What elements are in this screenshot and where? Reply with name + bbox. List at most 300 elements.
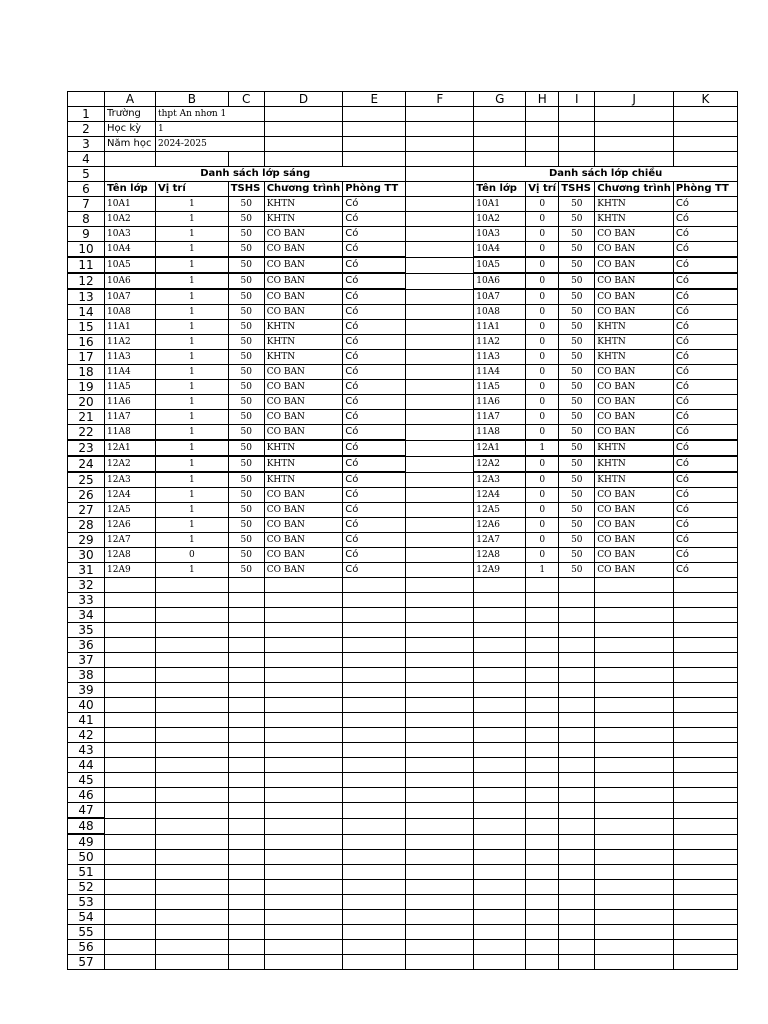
cell[interactable] (474, 107, 526, 122)
cell[interactable] (105, 895, 156, 910)
morning-cell[interactable]: 50 (228, 472, 264, 488)
afternoon-cell[interactable]: Có (673, 410, 737, 425)
cell[interactable] (406, 305, 474, 320)
cell[interactable] (474, 955, 526, 970)
cell[interactable] (264, 137, 343, 152)
cell[interactable] (264, 910, 343, 925)
cell[interactable] (105, 653, 156, 668)
cell[interactable] (673, 834, 737, 850)
cell[interactable] (474, 803, 526, 819)
cell[interactable] (595, 758, 674, 773)
morning-cell[interactable]: CO BAN (264, 227, 343, 242)
afternoon-cell[interactable]: Có (673, 305, 737, 320)
afternoon-cell[interactable]: 50 (559, 289, 595, 305)
cell[interactable] (343, 925, 406, 940)
cell[interactable] (526, 895, 559, 910)
row-header[interactable]: 20 (68, 395, 105, 410)
cell[interactable] (343, 803, 406, 819)
row-header[interactable]: 48 (68, 818, 105, 834)
afternoon-cell[interactable]: Có (673, 335, 737, 350)
cell[interactable] (264, 803, 343, 819)
cell[interactable] (559, 743, 595, 758)
row-header[interactable]: 54 (68, 910, 105, 925)
cell[interactable] (406, 668, 474, 683)
morning-cell[interactable]: 50 (228, 335, 264, 350)
column-header[interactable]: F (406, 92, 474, 107)
cell[interactable] (343, 623, 406, 638)
cell[interactable] (526, 773, 559, 788)
cell[interactable] (406, 257, 474, 273)
morning-cell[interactable]: 12A9 (105, 563, 156, 578)
row-header[interactable]: 35 (68, 623, 105, 638)
morning-cell[interactable]: Có (343, 518, 406, 533)
cell[interactable] (105, 955, 156, 970)
afternoon-cell[interactable]: Có (673, 380, 737, 395)
cell[interactable] (406, 227, 474, 242)
cell[interactable] (228, 593, 264, 608)
morning-cell[interactable]: 12A2 (105, 456, 156, 472)
info-value[interactable]: 2024-2025 (156, 137, 229, 152)
cell[interactable] (228, 608, 264, 623)
cell[interactable] (406, 653, 474, 668)
afternoon-cell[interactable]: 50 (559, 257, 595, 273)
cell[interactable] (406, 167, 474, 182)
cell[interactable] (406, 425, 474, 441)
afternoon-cell[interactable]: 1 (526, 563, 559, 578)
cell[interactable] (474, 910, 526, 925)
row-header[interactable]: 14 (68, 305, 105, 320)
afternoon-cell[interactable]: 0 (526, 518, 559, 533)
row-header[interactable]: 6 (68, 182, 105, 197)
cell[interactable] (228, 152, 264, 167)
afternoon-cell[interactable]: 10A8 (474, 305, 526, 320)
afternoon-cell[interactable]: 50 (559, 227, 595, 242)
column-title[interactable]: Phòng TT (343, 182, 406, 197)
cell[interactable] (228, 788, 264, 803)
cell[interactable] (406, 289, 474, 305)
row-header[interactable]: 47 (68, 803, 105, 819)
cell[interactable] (105, 925, 156, 940)
cell[interactable] (105, 698, 156, 713)
afternoon-cell[interactable]: 12A8 (474, 548, 526, 563)
afternoon-cell[interactable]: CO BAN (595, 257, 674, 273)
row-header[interactable]: 9 (68, 227, 105, 242)
row-header[interactable]: 33 (68, 593, 105, 608)
cell[interactable] (406, 803, 474, 819)
cell[interactable] (156, 668, 229, 683)
cell[interactable] (595, 910, 674, 925)
cell[interactable] (474, 653, 526, 668)
info-label[interactable]: Năm học (105, 137, 156, 152)
cell[interactable] (156, 623, 229, 638)
cell[interactable] (526, 668, 559, 683)
cell[interactable] (673, 850, 737, 865)
cell[interactable] (595, 940, 674, 955)
cell[interactable] (474, 608, 526, 623)
afternoon-cell[interactable]: Có (673, 365, 737, 380)
cell[interactable] (673, 818, 737, 834)
morning-cell[interactable]: 1 (156, 410, 229, 425)
morning-cell[interactable]: 1 (156, 197, 229, 212)
row-header[interactable]: 19 (68, 380, 105, 395)
row-header[interactable]: 4 (68, 152, 105, 167)
morning-cell[interactable]: CO BAN (264, 257, 343, 273)
morning-cell[interactable]: 50 (228, 563, 264, 578)
cell[interactable] (406, 440, 474, 456)
cell[interactable] (559, 925, 595, 940)
cell[interactable] (264, 623, 343, 638)
afternoon-cell[interactable]: 50 (559, 472, 595, 488)
cell[interactable] (406, 713, 474, 728)
morning-cell[interactable]: 50 (228, 395, 264, 410)
afternoon-cell[interactable]: 50 (559, 503, 595, 518)
row-header[interactable]: 52 (68, 880, 105, 895)
afternoon-cell[interactable]: 0 (526, 533, 559, 548)
morning-cell[interactable]: CO BAN (264, 563, 343, 578)
cell[interactable] (343, 773, 406, 788)
cell[interactable] (228, 758, 264, 773)
morning-cell[interactable]: 1 (156, 227, 229, 242)
morning-cell[interactable]: CO BAN (264, 305, 343, 320)
afternoon-cell[interactable]: 50 (559, 273, 595, 289)
afternoon-cell[interactable]: 0 (526, 365, 559, 380)
cell[interactable] (343, 683, 406, 698)
morning-cell[interactable]: 50 (228, 380, 264, 395)
morning-cell[interactable]: 10A1 (105, 197, 156, 212)
cell[interactable] (406, 380, 474, 395)
morning-cell[interactable]: KHTN (264, 212, 343, 227)
morning-cell[interactable]: 50 (228, 410, 264, 425)
cell[interactable] (559, 668, 595, 683)
column-header[interactable]: H (526, 92, 559, 107)
cell[interactable] (406, 910, 474, 925)
afternoon-cell[interactable]: KHTN (595, 320, 674, 335)
afternoon-cell[interactable]: CO BAN (595, 533, 674, 548)
column-header[interactable]: J (595, 92, 674, 107)
row-header[interactable]: 15 (68, 320, 105, 335)
afternoon-cell[interactable]: 0 (526, 350, 559, 365)
morning-cell[interactable]: 50 (228, 440, 264, 456)
cell[interactable] (474, 623, 526, 638)
morning-cell[interactable]: 10A8 (105, 305, 156, 320)
column-title[interactable]: Chương trình (595, 182, 674, 197)
cell[interactable] (264, 773, 343, 788)
cell[interactable] (105, 152, 156, 167)
morning-cell[interactable]: KHTN (264, 472, 343, 488)
morning-cell[interactable]: Có (343, 425, 406, 441)
cell[interactable] (526, 743, 559, 758)
afternoon-cell[interactable]: 50 (559, 212, 595, 227)
cell[interactable] (343, 638, 406, 653)
morning-cell[interactable]: KHTN (264, 335, 343, 350)
cell[interactable] (228, 668, 264, 683)
cell[interactable] (526, 137, 559, 152)
morning-cell[interactable]: 1 (156, 456, 229, 472)
cell[interactable] (559, 880, 595, 895)
morning-cell[interactable]: 11A2 (105, 335, 156, 350)
cell[interactable] (156, 865, 229, 880)
column-header[interactable]: B (156, 92, 229, 107)
afternoon-cell[interactable]: 10A2 (474, 212, 526, 227)
afternoon-cell[interactable]: 10A1 (474, 197, 526, 212)
afternoon-cell[interactable]: CO BAN (595, 289, 674, 305)
cell[interactable] (673, 743, 737, 758)
afternoon-cell[interactable]: CO BAN (595, 242, 674, 258)
afternoon-cell[interactable]: Có (673, 440, 737, 456)
cell[interactable] (343, 955, 406, 970)
row-header[interactable]: 32 (68, 578, 105, 593)
cell[interactable] (264, 683, 343, 698)
info-value[interactable]: 1 (156, 122, 229, 137)
afternoon-cell[interactable]: 10A4 (474, 242, 526, 258)
morning-cell[interactable]: 1 (156, 242, 229, 258)
row-header[interactable]: 3 (68, 137, 105, 152)
morning-cell[interactable]: CO BAN (264, 518, 343, 533)
afternoon-cell[interactable]: CO BAN (595, 380, 674, 395)
morning-cell[interactable]: 50 (228, 518, 264, 533)
morning-cell[interactable]: 1 (156, 425, 229, 441)
row-header[interactable]: 21 (68, 410, 105, 425)
morning-cell[interactable]: Có (343, 533, 406, 548)
morning-cell[interactable]: 1 (156, 305, 229, 320)
cell[interactable] (228, 578, 264, 593)
row-header[interactable]: 37 (68, 653, 105, 668)
row-header[interactable]: 11 (68, 257, 105, 273)
afternoon-cell[interactable]: 0 (526, 548, 559, 563)
cell[interactable] (343, 608, 406, 623)
cell[interactable] (673, 698, 737, 713)
column-title[interactable]: Tên lớp (105, 182, 156, 197)
cell[interactable] (228, 623, 264, 638)
cell[interactable] (264, 818, 343, 834)
cell[interactable] (156, 910, 229, 925)
morning-cell[interactable]: CO BAN (264, 503, 343, 518)
cell[interactable] (595, 698, 674, 713)
cell[interactable] (264, 107, 343, 122)
cell[interactable] (228, 880, 264, 895)
cell[interactable] (343, 698, 406, 713)
cell[interactable] (156, 683, 229, 698)
cell[interactable] (264, 758, 343, 773)
cell[interactable] (474, 713, 526, 728)
cell[interactable] (156, 758, 229, 773)
afternoon-cell[interactable]: Có (673, 395, 737, 410)
morning-cell[interactable]: 50 (228, 365, 264, 380)
row-header[interactable]: 18 (68, 365, 105, 380)
morning-cell[interactable]: 1 (156, 440, 229, 456)
cell[interactable] (406, 895, 474, 910)
cell[interactable] (264, 593, 343, 608)
morning-cell[interactable]: CO BAN (264, 533, 343, 548)
cell[interactable] (559, 773, 595, 788)
morning-cell[interactable]: CO BAN (264, 425, 343, 441)
morning-cell[interactable]: 1 (156, 257, 229, 273)
afternoon-cell[interactable]: 10A3 (474, 227, 526, 242)
cell[interactable] (343, 152, 406, 167)
morning-cell[interactable]: 10A3 (105, 227, 156, 242)
cell[interactable] (559, 137, 595, 152)
cell[interactable] (406, 365, 474, 380)
row-header[interactable]: 23 (68, 440, 105, 456)
cell[interactable] (526, 940, 559, 955)
afternoon-cell[interactable]: KHTN (595, 335, 674, 350)
cell[interactable] (673, 940, 737, 955)
morning-cell[interactable]: 50 (228, 503, 264, 518)
morning-cell[interactable]: Có (343, 395, 406, 410)
cell[interactable] (595, 803, 674, 819)
cell[interactable] (474, 638, 526, 653)
afternoon-cell[interactable]: KHTN (595, 440, 674, 456)
cell[interactable] (526, 608, 559, 623)
cell[interactable] (343, 758, 406, 773)
afternoon-cell[interactable]: 11A3 (474, 350, 526, 365)
cell[interactable] (343, 122, 406, 137)
cell[interactable] (105, 638, 156, 653)
afternoon-cell[interactable]: 50 (559, 563, 595, 578)
cell[interactable] (595, 728, 674, 743)
row-header[interactable]: 50 (68, 850, 105, 865)
afternoon-cell[interactable]: 11A8 (474, 425, 526, 441)
morning-cell[interactable]: 1 (156, 365, 229, 380)
row-header[interactable]: 34 (68, 608, 105, 623)
afternoon-cell[interactable]: 11A7 (474, 410, 526, 425)
cell[interactable] (526, 758, 559, 773)
morning-cell[interactable]: 50 (228, 289, 264, 305)
cell[interactable] (559, 955, 595, 970)
cell[interactable] (105, 803, 156, 819)
cell[interactable] (559, 713, 595, 728)
cell[interactable] (559, 788, 595, 803)
cell[interactable] (228, 803, 264, 819)
morning-cell[interactable]: Có (343, 305, 406, 320)
cell[interactable] (156, 850, 229, 865)
afternoon-cell[interactable]: 50 (559, 197, 595, 212)
cell[interactable] (526, 638, 559, 653)
cell[interactable] (673, 788, 737, 803)
cell[interactable] (228, 107, 264, 122)
cell[interactable] (406, 638, 474, 653)
morning-cell[interactable]: 50 (228, 227, 264, 242)
afternoon-cell[interactable]: KHTN (595, 197, 674, 212)
cell[interactable] (526, 834, 559, 850)
morning-cell[interactable]: Có (343, 380, 406, 395)
cell[interactable] (595, 578, 674, 593)
cell[interactable] (559, 758, 595, 773)
cell[interactable] (474, 788, 526, 803)
afternoon-cell[interactable]: Có (673, 533, 737, 548)
cell[interactable] (105, 758, 156, 773)
morning-cell[interactable]: KHTN (264, 197, 343, 212)
morning-cell[interactable]: 11A6 (105, 395, 156, 410)
column-header[interactable]: D (264, 92, 343, 107)
morning-cell[interactable]: 0 (156, 548, 229, 563)
cell[interactable] (474, 818, 526, 834)
cell[interactable] (105, 578, 156, 593)
cell[interactable] (474, 743, 526, 758)
cell[interactable] (343, 743, 406, 758)
afternoon-cell[interactable]: CO BAN (595, 365, 674, 380)
cell[interactable] (406, 395, 474, 410)
cell[interactable] (343, 834, 406, 850)
row-header[interactable]: 45 (68, 773, 105, 788)
cell[interactable] (264, 850, 343, 865)
morning-cell[interactable]: Có (343, 273, 406, 289)
cell[interactable] (595, 880, 674, 895)
morning-cell[interactable]: Có (343, 456, 406, 472)
cell[interactable] (406, 518, 474, 533)
cell[interactable] (559, 818, 595, 834)
cell[interactable] (595, 638, 674, 653)
row-header[interactable]: 13 (68, 289, 105, 305)
cell[interactable] (673, 758, 737, 773)
cell[interactable] (595, 668, 674, 683)
morning-cell[interactable]: 12A1 (105, 440, 156, 456)
cell[interactable] (595, 865, 674, 880)
cell[interactable] (228, 895, 264, 910)
afternoon-cell[interactable]: 12A2 (474, 456, 526, 472)
cell[interactable] (595, 895, 674, 910)
cell[interactable] (673, 955, 737, 970)
cell[interactable] (264, 955, 343, 970)
cell[interactable] (156, 713, 229, 728)
cell[interactable] (406, 320, 474, 335)
cell[interactable] (526, 803, 559, 819)
cell[interactable] (526, 653, 559, 668)
column-header[interactable]: E (343, 92, 406, 107)
row-header[interactable]: 27 (68, 503, 105, 518)
row-header[interactable]: 24 (68, 456, 105, 472)
afternoon-cell[interactable]: 0 (526, 227, 559, 242)
morning-cell[interactable]: 1 (156, 350, 229, 365)
afternoon-cell[interactable]: 50 (559, 440, 595, 456)
morning-cell[interactable]: 1 (156, 503, 229, 518)
cell[interactable] (406, 533, 474, 548)
cell[interactable] (343, 653, 406, 668)
row-header[interactable]: 7 (68, 197, 105, 212)
cell[interactable] (156, 653, 229, 668)
cell[interactable] (406, 773, 474, 788)
cell[interactable] (228, 865, 264, 880)
afternoon-cell[interactable]: 11A2 (474, 335, 526, 350)
afternoon-cell[interactable]: 0 (526, 212, 559, 227)
morning-cell[interactable]: 50 (228, 197, 264, 212)
cell[interactable] (156, 940, 229, 955)
cell[interactable] (343, 880, 406, 895)
morning-cell[interactable]: CO BAN (264, 548, 343, 563)
row-header[interactable]: 2 (68, 122, 105, 137)
cell[interactable] (406, 608, 474, 623)
cell[interactable] (526, 713, 559, 728)
cell[interactable] (474, 940, 526, 955)
morning-cell[interactable]: 11A4 (105, 365, 156, 380)
row-header[interactable]: 36 (68, 638, 105, 653)
cell[interactable] (406, 698, 474, 713)
morning-cell[interactable]: KHTN (264, 456, 343, 472)
cell[interactable] (526, 107, 559, 122)
morning-cell[interactable]: Có (343, 212, 406, 227)
cell[interactable] (406, 548, 474, 563)
cell[interactable] (264, 940, 343, 955)
cell[interactable] (526, 925, 559, 940)
cell[interactable] (156, 818, 229, 834)
cell[interactable] (559, 698, 595, 713)
cell[interactable] (559, 728, 595, 743)
afternoon-cell[interactable]: Có (673, 503, 737, 518)
cell[interactable] (228, 834, 264, 850)
morning-cell[interactable]: Có (343, 350, 406, 365)
row-header[interactable]: 16 (68, 335, 105, 350)
cell[interactable] (474, 593, 526, 608)
